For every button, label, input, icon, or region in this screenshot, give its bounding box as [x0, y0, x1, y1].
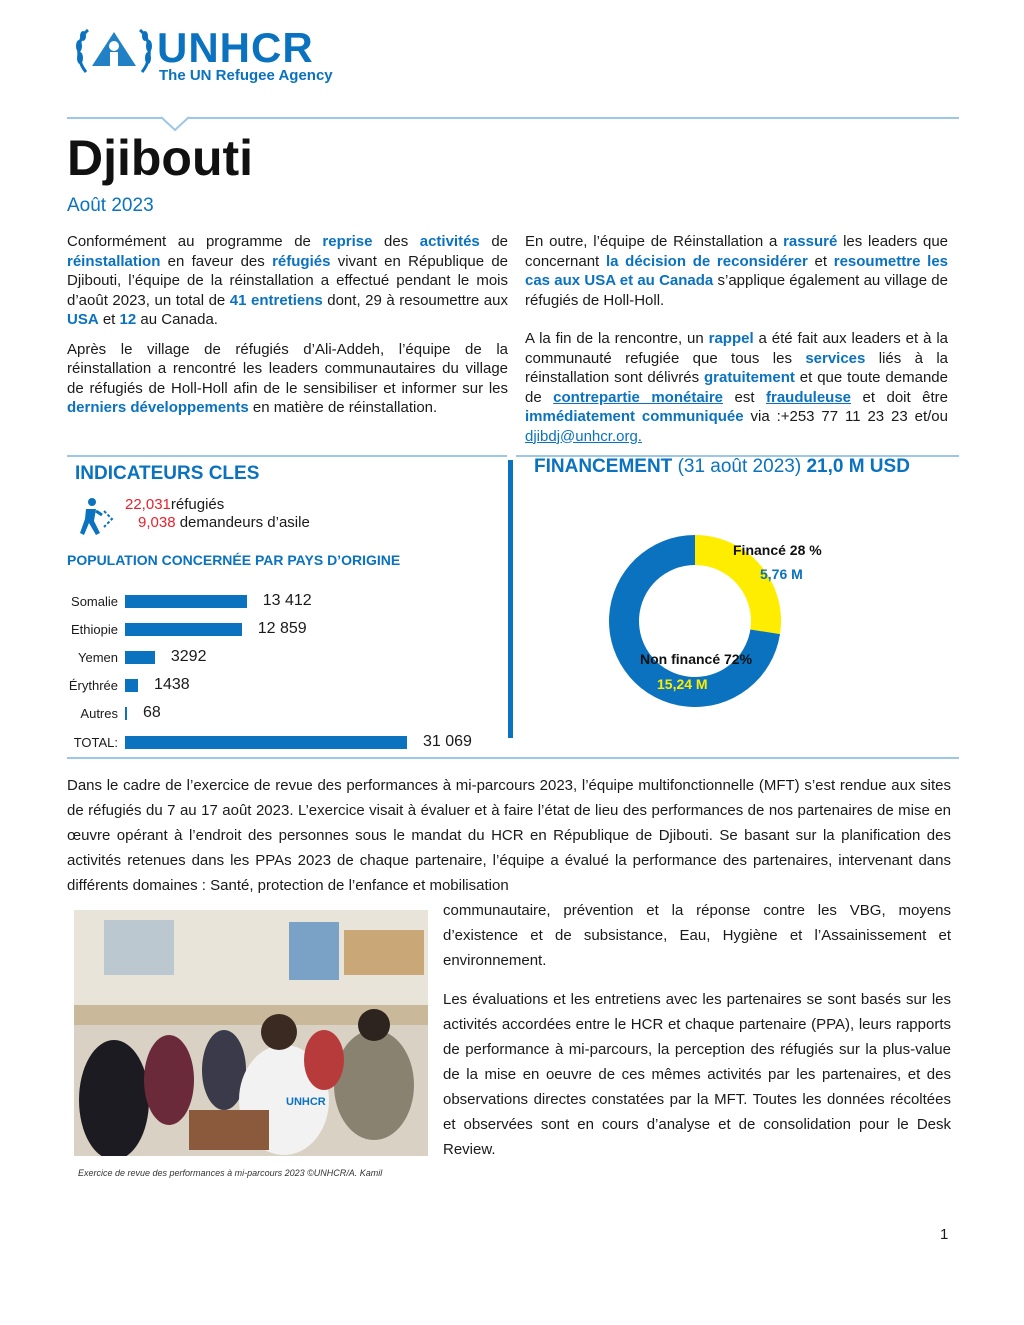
asylum-label: demandeurs d’asile	[179, 514, 310, 531]
population-bar	[125, 623, 242, 636]
page-title: Djibouti	[67, 130, 254, 186]
bar-value-label: 31 069	[423, 733, 472, 750]
donut-category-label: Non financé 72%	[640, 651, 753, 667]
refugees-label: réfugiés	[170, 496, 225, 513]
highlight-text: rappel	[708, 330, 754, 347]
highlight-text: contrepartie monétaire	[553, 388, 724, 406]
asylum-value: 9,038	[138, 514, 176, 531]
highlight-text: services	[805, 349, 866, 367]
unhcr-emblem-icon	[74, 22, 154, 84]
bar-category-label: Érythrée	[68, 678, 118, 693]
intro-paragraph-4	[525, 329, 948, 446]
header-divider	[67, 117, 959, 119]
text-run: dont, 29 à resoumettre aux	[322, 291, 508, 309]
text-run: s’applique également au village de réfugiés de Holl-Holl.	[525, 272, 948, 309]
text-run: liés à la réinstallation sont délivrés	[525, 349, 948, 386]
population-bar	[125, 679, 138, 692]
bar-category-label: TOTAL:	[73, 735, 118, 750]
text-run: est	[723, 388, 766, 406]
text-run: vivant en République de Djibouti, l’équipe de la réinstallation a effectué pendant le mois d’août 2023, un total de	[67, 252, 508, 309]
page-number: 1	[940, 1226, 949, 1243]
column-separator	[508, 460, 513, 738]
population-bar	[125, 651, 155, 664]
population-bar	[125, 595, 247, 608]
highlight-text: gratuitement	[704, 369, 795, 386]
highlight-text: réinstallation	[67, 252, 161, 270]
asylum-count	[138, 514, 310, 531]
text-run: et doit être	[851, 388, 948, 406]
highlight-text: la décision de reconsidérer	[605, 252, 808, 270]
text-run: des	[372, 233, 420, 250]
text-run: en faveur des	[160, 252, 273, 270]
highlight-text: derniers développements	[67, 399, 249, 416]
bar-value-label: 3292	[170, 648, 207, 665]
funding-title	[534, 456, 910, 478]
body-right-column	[443, 898, 951, 1162]
text-run: Après le village de réfugiés d’Ali-Addeh, l’équipe de la réinstallation a rencontré les leaders communautaires du village de réfugiés de Holl-Holl afin de le sensibiliser et informer sur les	[67, 340, 508, 397]
highlight-text: frauduleuse	[766, 388, 852, 406]
highlight-text: immédiatement communiquée	[525, 408, 744, 425]
refugees-value: 22,031	[125, 496, 171, 513]
highlight-text: resoumettre les cas aux USA et au Canada	[525, 252, 949, 289]
donut-value-label: 15,24 M	[657, 676, 708, 692]
meeting-photo	[74, 910, 428, 1156]
donut-slice-funded	[695, 535, 781, 634]
funding-amount: 21,0 M USD	[806, 456, 910, 477]
bar-category-label: Somalie	[71, 594, 118, 609]
body-paragraph-2: Les évaluations et les entretiens avec les partenaires se sont basés sur les activités accordées entre le HCR et chaque partenaire (PPA), leurs rapports de performance à mi-parcours, la perception des réfugiés sur la plus-value de la mise en oeuvre de ces mêmes activités par les partenaires, et des observations directes constatées par la MFT. Toutes les données récoltées et observées sont en cours d’analyse et de consolidation pour le Desk Review.	[443, 991, 951, 1158]
photo-caption: Exercice de revue des performances à mi-parcours 2023 ©UNHCR/A. Kamil	[78, 1168, 383, 1178]
highlight-text: réfugiés	[272, 252, 331, 270]
text-run: et que toute demande de	[525, 369, 948, 406]
text-run: en matière de réinstallation.	[248, 399, 438, 416]
funding-date: (31 août 2023)	[677, 456, 802, 477]
body-paragraph-1-continued: communautaire, prévention et la réponse contre les VBG, moyens d’existence et de subsistance, Eau, Hygiène et l’Assainissement et environnement.	[443, 902, 951, 969]
bar-category-label: Yemen	[78, 650, 118, 665]
refugees-count	[125, 496, 224, 513]
indicators-title: INDICATEURS CLES	[75, 463, 260, 484]
bar-value-label: 1438	[154, 676, 190, 693]
section-divider-bottom	[67, 757, 959, 759]
text-run: via :+253 77 11 23 23 et/ou	[743, 408, 948, 425]
highlight-text: USA	[67, 311, 99, 328]
intro-paragraph-3	[525, 232, 948, 310]
text-run: En outre, l’équipe de Réinstallation a	[525, 233, 784, 250]
logo-tagline: The UN Refugee Agency	[159, 67, 333, 84]
body-paragraph-1-container	[67, 773, 951, 898]
text-run: Conformément au programme de	[67, 233, 323, 250]
text-run: les leaders que concernant	[525, 233, 949, 270]
logo-wordmark: UNHCR	[157, 24, 314, 71]
population-bar	[125, 707, 127, 720]
text-run: et	[807, 252, 834, 270]
section-divider-left	[67, 455, 507, 457]
intro-right-column	[525, 232, 948, 446]
text-run: de	[479, 233, 509, 250]
unhcr-logo	[74, 22, 154, 84]
text-run: a été fait aux leaders et à la communauté refugiée que tous les	[525, 330, 949, 367]
bar-category-label: Autres	[80, 706, 118, 721]
intro-paragraph-2	[67, 340, 508, 418]
population-chart-title: POPULATION CONCERNÉE PAR PAYS D’ORIGINE	[67, 552, 401, 568]
bar-value-label: 68	[143, 704, 161, 721]
bar-value-label: 13 412	[262, 592, 312, 609]
donut-value-label: 5,76 M	[760, 566, 803, 582]
funding-label: FINANCEMENT	[534, 456, 673, 477]
intro-left-column	[67, 232, 508, 418]
report-date: Août 2023	[67, 195, 154, 216]
body-paragraph-1: Dans le cadre de l’exercice de revue des performances à mi-parcours 2023, l’équipe multifonctionnelle (MFT) s’est rendue aux sites de réfugiés du 7 au 17 août 2023. L’exercice visait à évaluer et à faire l’état de lieu des performances de nos partenaires de mise en œuvre opérant à l’endroit des personnes sous le mandat du HCR en République de Djibouti. Se basant sur la planification des activités retenues dans les PPAs 2023 de chaque partenaire, l’équipe a évalué la performance des partenaires, intervenant dans différents domaines : Santé, protection de l’enfance et mobilisation	[67, 777, 951, 894]
highlight-text: reprise	[322, 233, 373, 250]
bar-value-label: 12 859	[257, 620, 307, 637]
photo-shirt-text: UNHCR	[286, 1096, 326, 1108]
highlight-text: 41 entretiens	[229, 291, 323, 309]
text-run: A la fin de la rencontre, un	[525, 330, 709, 347]
highlight-text: activités	[419, 233, 480, 250]
intro-paragraph-1	[67, 232, 508, 330]
highlight-text: 12	[119, 311, 137, 328]
highlight-text: rassuré	[783, 233, 838, 250]
text-run: et	[98, 311, 120, 328]
donut-category-label: Financé 28 %	[733, 542, 822, 558]
text-run: au Canada.	[136, 311, 218, 328]
email-link[interactable]: djibdj@unhcr.org.	[525, 427, 642, 445]
funding-donut-chart	[600, 526, 790, 716]
refugee-person-icon	[72, 497, 116, 542]
bar-category-label: Ethiopie	[71, 622, 118, 637]
population-bar	[125, 736, 407, 749]
